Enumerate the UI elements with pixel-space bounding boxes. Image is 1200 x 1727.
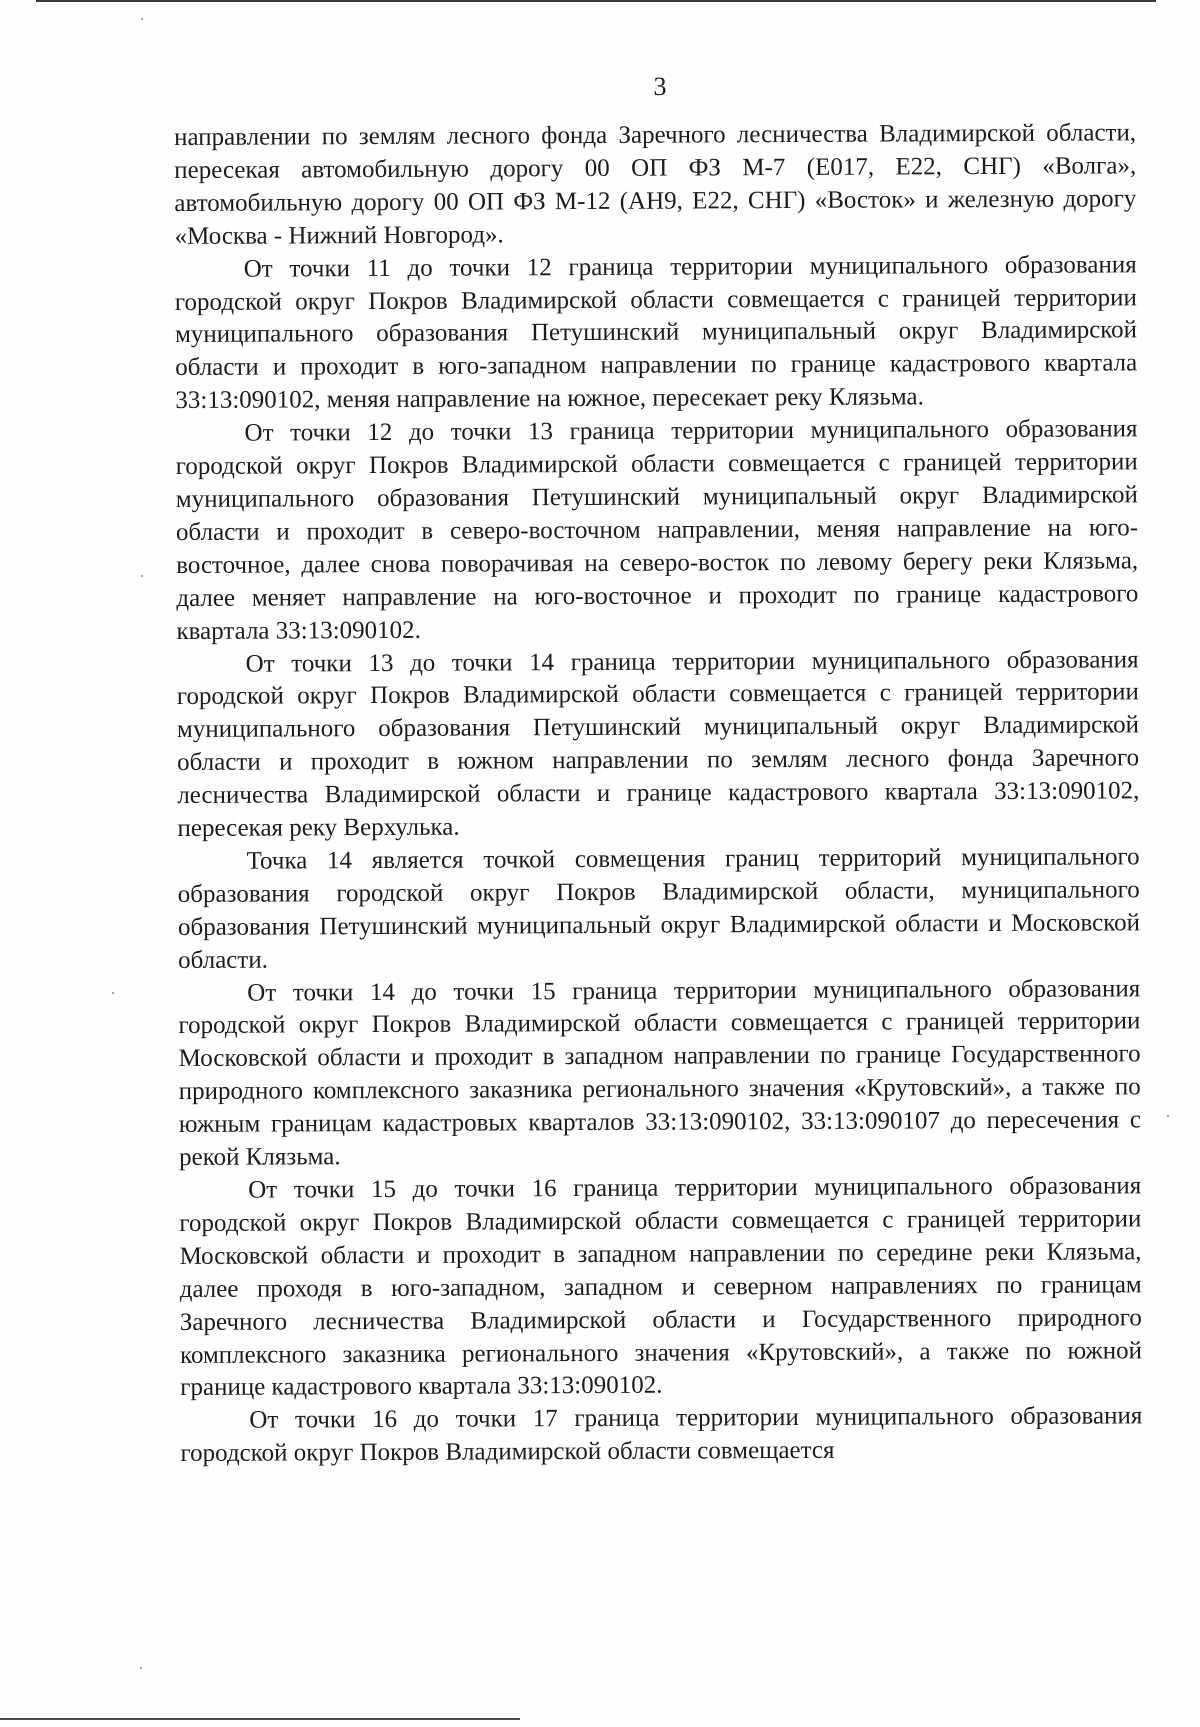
document-body <box>174 117 1143 1471</box>
scan-speck <box>141 18 143 20</box>
top-scan-edge <box>36 0 1156 2</box>
paragraph-6: От точки 14 до точки 15 граница территории муниципального образования городской округ Покров Владимирской области совмещается с границей территории Московской области и проходит в западном направлении по границе Государственного природного комплексного заказника регионального значения «Крутовский», а также по южным границам кадастровых кварталов 33:13:090102, 33:13:090107 до пересечения с рекой Клязьма. <box>178 974 1141 1172</box>
page-number: 3 <box>653 72 667 101</box>
bottom-scan-edge <box>0 1718 520 1720</box>
paragraph-3: От точки 12 до точки 13 граница территории муниципального образования городской округ Покров Владимирской области совмещается с границей территории муниципального образования Петушинский муниципальный округ Владимирской области и проходит в северо-восточном направлении, меняя направление на юго-восточное, далее снова поворачивая на северо-восток по левому берегу реки Клязьма, далее меняет направление на юго-восточное и проходит по границе кадастрового квартала 33:13:090102. <box>175 415 1139 645</box>
paragraph-8: От точки 16 до точки 17 граница территории муниципального образования городской округ Покров Владимирской области совмещается <box>180 1402 1143 1468</box>
scan-speck <box>140 1667 142 1669</box>
scan-speck <box>1167 1115 1169 1117</box>
paragraph-4: От точки 13 до точки 14 граница территории муниципального образования городской округ Покров Владимирской области совмещается с границей территории муниципального образования Петушинский муниципальный округ Владимирской области и проходит в южном направлении по землям лесного фонда Заречного лесничества Владимирской области и границе кадастрового квартала 33:13:090102, пересекая реку Верхулька. <box>176 645 1140 843</box>
scan-speck <box>141 575 143 577</box>
paragraph-2: От точки 11 до точки 12 граница территории муниципального образования городской округ Покров Владимирской области совмещается с границей территории муниципального образования Петушинский муниципальный округ Владимирской области и проходит в юго-западном направлении по границе кадастрового квартала 33:13:090102, меняя направление на южное, пересекает реку Клязьма. <box>174 250 1138 415</box>
paragraph-7: От точки 15 до точки 16 граница территории муниципального образования городской округ Покров Владимирской области совмещается с границей территории Московской области и проходит в западном направлении по середине реки Клязьма, далее проходя в юго-западном, западном и северном направлениях по границам Заречного лесничества Владимирской области и Государственного природного комплексного заказника регионального значения «Крутовский», а также по южной границе кадастрового квартала 33:13:090102. <box>179 1172 1143 1402</box>
paragraph-5: Точка 14 является точкой совмещения границ территорий муниципального образования городской округ Покров Владимирской области, муниципального образования Петушинский муниципальный округ Владимирской области и Московской области. <box>177 843 1140 974</box>
scan-speck <box>112 992 114 994</box>
paragraph-1: направлении по землям лесного фонда Заречного лесничества Владимирской области, пересекая автомобильную дорогу 00 ОП ФЗ М-7 (Е017, Е22, СНГ) «Волга», автомобильную дорогу 00 ОП ФЗ М-12 (АН9, Е22, СНГ) «Восток» и железную дорогу «Москва - Нижний Новгород». <box>174 119 1137 250</box>
